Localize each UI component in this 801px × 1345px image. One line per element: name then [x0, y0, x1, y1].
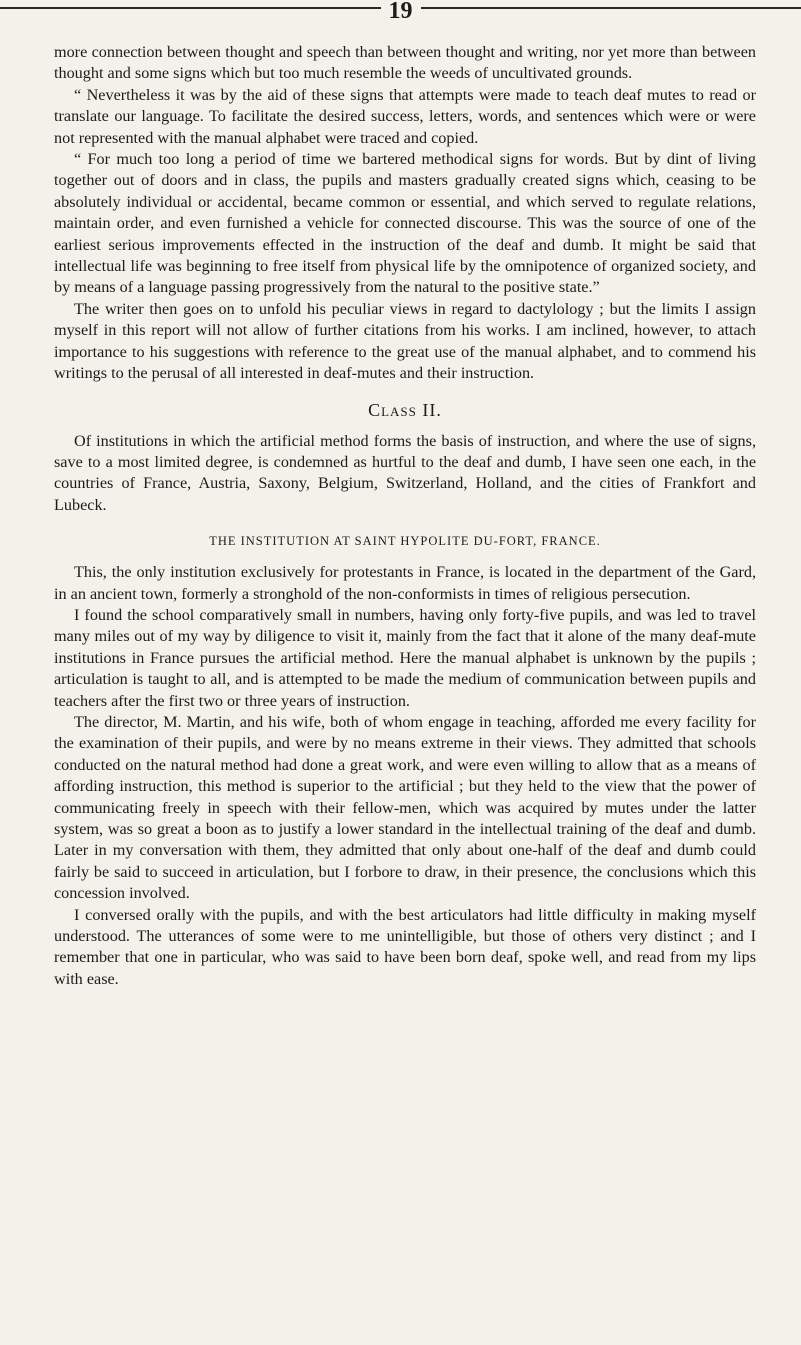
paragraph: I conversed orally with the pupils, and with the best articulators had little difficulty in making myself understood. The utterances of some were to me unintelligible, but those of others very distinct ; and I remember that one in particular, who was said to have been born deaf, spoke well, and read from my lips with ease. — [54, 905, 756, 988]
paragraph: “ Nevertheless it was by the aid of these signs that attempts were made to teach deaf mutes to read or translate our language. To facilitate the desired success, letters, words, and sentences which were or were not represented with the manual alphabet were traced and copied. — [54, 85, 756, 147]
section-heading: Class II. — [368, 399, 442, 420]
paragraph: This, the only institution exclusively for protestants in France, is located in the department of the Gard, in an ancient town, formerly a stronghold of the non-conformists in times of religious persecution. — [54, 563, 756, 603]
paragraph: more connection between thought and speech than between thought and writing, nor yet more than between thought and some signs which but too much resemble the weeds of uncultivated grounds. — [54, 43, 756, 83]
page-number-text: 19 — [381, 0, 421, 24]
paragraph: “ For much too long a period of time we bartered methodical signs for words. But by dint of living together out of doors and in class, the pupils and masters gradually created signs which, ceasing to be absolutely individual or accidental, became common or essential, and which served to regulate relations, maintain order, and even furnished a vehicle for connected discourse. This was the source of one of the earliest serious improvements effected in the instruction of the deaf and dumb. It might be said that intellectual life was beginning to free itself from physical life by the omnipotence of organized society, and by means of a language passing progressively from the natural to the positive state.” — [54, 150, 756, 297]
paragraph: I found the school comparatively small in numbers, having only forty-five pupils, and was led to travel many miles out of my way by diligence to visit it, mainly from the fact that it alone of the many deaf-mute institutions in France pursues the artificial method. Here the manual alphabet is unknown by the pupils ; articulation is taught to all, and is attempted to be made the medium of communication between pupils and teachers after the first two or three years of instruction. — [54, 605, 756, 710]
subheading: THE INSTITUTION AT SAINT HYPOLITE DU-FORT, FRANCE. — [209, 534, 601, 549]
paragraph: Of institutions in which the artificial method forms the basis of instruction, and where the use of signs, save to a most limited degree, is condemned as hurtful to the deaf and dumb, I have seen one each, in the countries of France, Austria, Saxony, Belgium, Switzerland, Holland, and the cities of Frankfort and Lubeck. — [54, 431, 756, 514]
paragraph: The director, M. Martin, and his wife, both of whom engage in teaching, afforded me every facility for the examination of their pupils, and were by no means extreme in their views. They admitted that schools conducted on the natural method had done a great work, and were even willing to allow that as a means of affording instruction, this method is superior to the artificial ; but they held to the view that the power of communicating freely in speech with their fellow-men, which was acquired by mutes under the latter system, was so great a boon as to justify a lower standard in the intellectual training of the deaf and dumb. Later in my conversation with them, they admitted that only about one-half of the deaf and dumb could fairly be said to succeed in articulation, but I forbore to draw, in their presence, the conclusions which this concession involved. — [54, 712, 756, 903]
page-number — [0, 0, 801, 22]
body-text — [54, 42, 756, 990]
paragraph: The writer then goes on to unfold his peculiar views in regard to dactylology ; but the limits I assign myself in this report will not allow of further citations from his works. I am inclined, however, to attach importance to his suggestions with reference to the great use of the manual alphabet, and to commend his writings to the perusal of all interested in deaf-mutes and their instruction. — [54, 299, 756, 383]
